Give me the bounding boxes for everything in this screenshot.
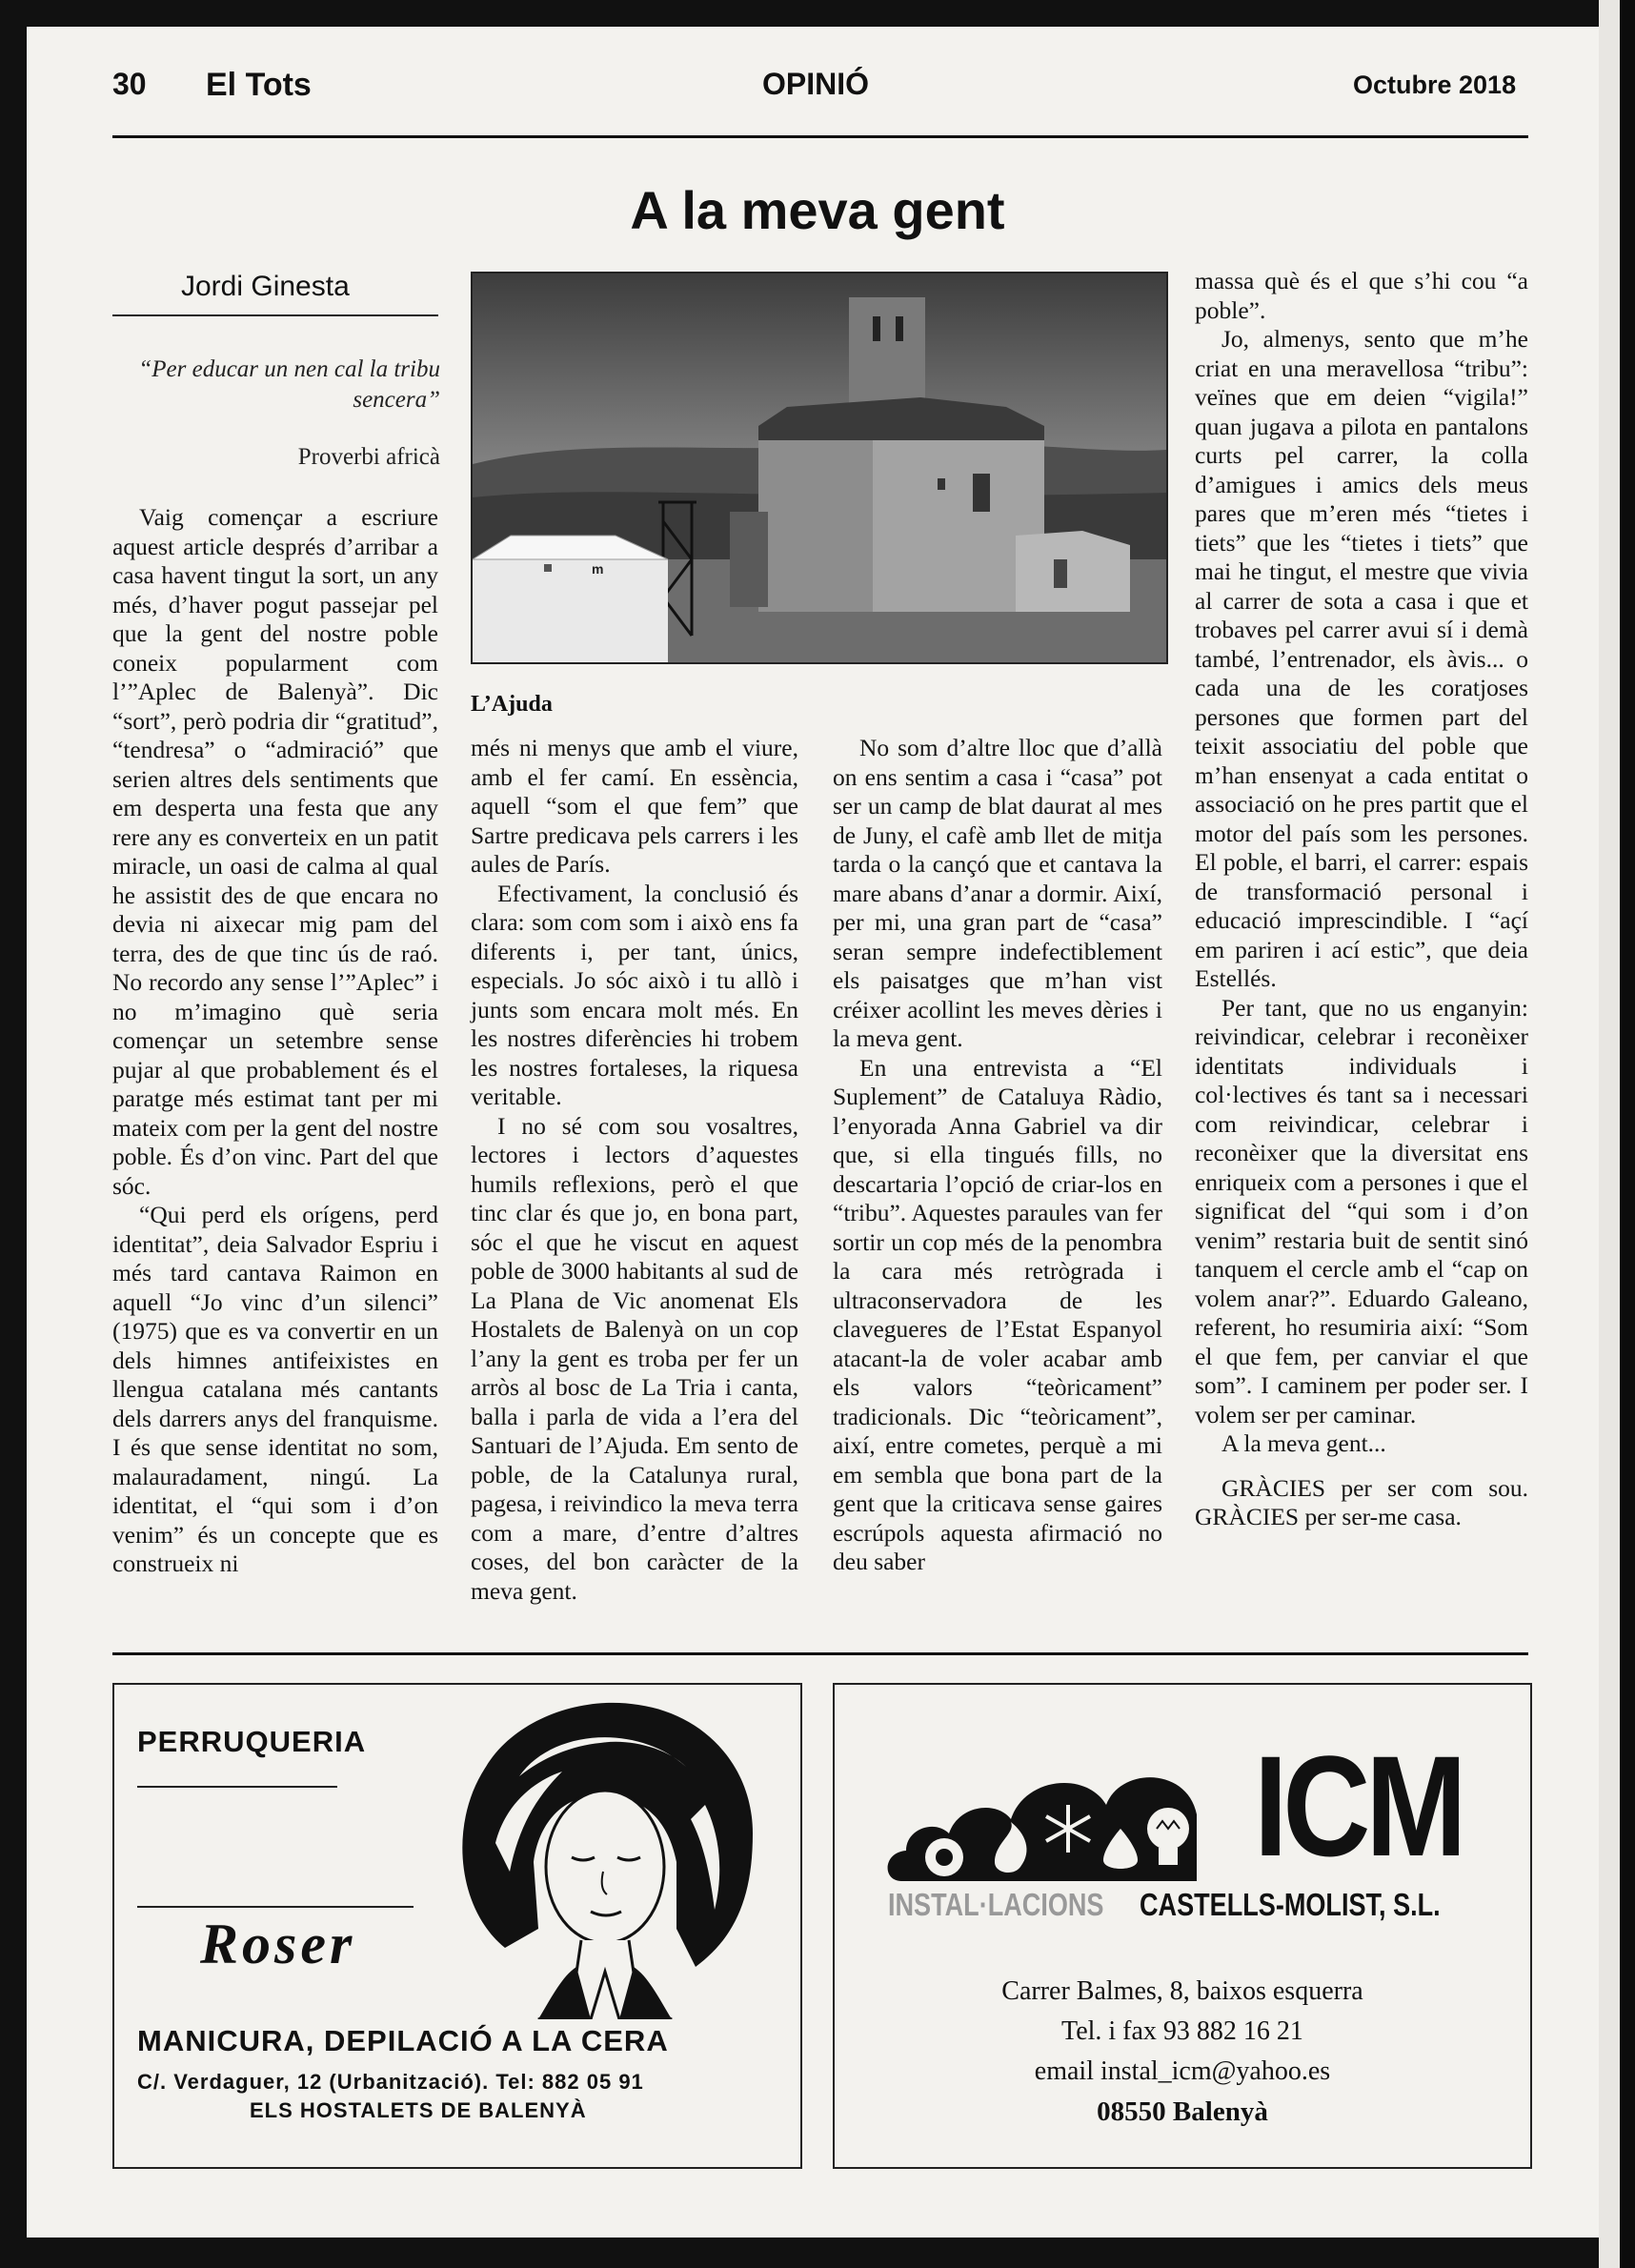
page-number: 30 xyxy=(112,67,147,101)
paragraph: massa què és el que s’hi cou “a poble”. xyxy=(1195,267,1528,324)
article-column-3 xyxy=(833,734,1162,1577)
paragraph: Jo, almenys, sento que m’he criat en una meravellosa “tribu”: veïnes que em deien “vigila!” quan jugava a pilota en pantalons curts pel carrer, la colla d’amigues i amics dels meus pares que m’eren més “tietes i tiets” que les “tietes i tiets” que mai he tingut, el mestre que vivia al carrer de sota a casa i que et trobaves pel carrer avui sí i demà també, l’entrenador, els àvis... o cada una de les coratjoses persones que formen part del teixit associatiu del poble que m’han ensenyat a cada entitat o associació on he pres partit que el motor del país som les persones. El poble, el barri, el carrer: espais de transformació personal i educació imprescindible. I “açí em pariren i ací estic”, que deia Estellés. xyxy=(1195,325,1528,992)
article-column-4 xyxy=(1195,267,1528,1532)
paragraph: I no sé com sou vosaltres, lectores i lectors d’aquestes humils reflexions, però el que tinc clar és que jo, en bona part, sóc el que he viscut en aquest poble de 3000 habitants al sud de La Plana de Vic anomenat Els Hostalets de Balenyà on un cop l’any la gent es troba per fer un arròs al bosc de La Tria i canta, balla i parla de vida a l’era del Santuari de l’Ajuda. Em sento de poble, de la Catalunya rural, pagesa, i reivindico la meva terra com a mare, d’entre d’altres coses, del bon caràcter de la meva gent. xyxy=(471,1111,798,1605)
author-rule xyxy=(112,314,438,316)
icm-email: email instal_icm@yahoo.es xyxy=(1034,2056,1331,2086)
section-name: OPINIÓ xyxy=(762,67,870,101)
ads-divider xyxy=(112,1652,1528,1655)
salon-woman-illustration xyxy=(448,1691,762,2019)
salon-name-rule xyxy=(137,1906,414,1908)
icm-cloud-logo xyxy=(882,1738,1206,1910)
salon-name: Roser xyxy=(200,1913,356,1975)
header-rule xyxy=(112,135,1528,138)
paragraph: Vaig començar a escriure aquest article després d’arribar a casa havent tingut la sort, un any més, d’haver pogut passejar pel que la gent del nostre poble coneix popularment com l’”Aplec de Balenyà”. Dic “sort”, però podria dir “gratitud”, “tendresa” o “admiració” que serien altres dels sentiments que em desperta una festa que any rere any es converteix en un patit miracle, un oasi de calma al qual he assistit des de que encara no devia ni aixecar mig pam del terra, des de que tinc ús de raó. No recordo any sense l’”Aplec” i no m’imagino què seria començar un setembre sense pujar al que probablement és el paratge més estimat tant per mi mateix com per la gent del nostre poble. És d’on vinc. Part del que sóc. xyxy=(112,503,438,1200)
salon-town: ELS HOSTALETS DE BALENYÀ xyxy=(250,2098,587,2122)
article-author: Jordi Ginesta xyxy=(181,271,350,302)
icm-phone: Tel. i fax 93 882 16 21 xyxy=(1061,2016,1303,2046)
tent-sign-letter: m xyxy=(592,561,604,577)
issue-date: Octubre 2018 xyxy=(1353,71,1517,99)
page-edge-shadow xyxy=(1620,0,1635,2268)
icm-logo-text: ICM xyxy=(1254,1726,1463,1886)
paragraph: més ni menys que amb el viure, amb el fer camí. En essència, aquell “som el que fem” que Sartre predicava pels carrers i les aules de París. xyxy=(471,734,798,878)
church-photo xyxy=(471,272,1168,664)
salon-ad xyxy=(112,1683,802,2169)
salon-address: C/. Verdaguer, 12 (Urbanització). Tel: 882 05 91 xyxy=(137,2070,644,2094)
paragraph: A la meva gent... xyxy=(1221,1429,1386,1457)
salon-title: PERRUQUERIA xyxy=(137,1725,367,1758)
paragraph: En una entrevista a “El Suplement” de Cataluya Ràdio, l’enyorada Anna Gabriel va dir que, si ella tingués fills, no descartaria l’opció de criar-los en “tribu”. Aquestes paraules van fer sortir un cop més de la penombra la cara més retrògrada i ultraconservadora de les clavegueres de l’Estat Espanyol atacant-la de voler acabar amb els valors “teòricament” tradicionals. Dic “teòricament”, així, entre cometes, perquè a mi em sembla que bona part de la gent que la criticava sense gaires escrúpols aquesta afirmació no deu saber xyxy=(833,1053,1162,1575)
paragraph: No som d’altre lloc que d’allà on ens sentim a casa i “casa” pot ser un camp de blat daurat al mes de Juny, el cafè amb llet de mitja tarda o la cançó que et cantava la mare abans d’anar a dormir. Així, per mi, una gran part de “casa” seran sempre indefectiblement els paisatges que m’han vist créixer acollint les meves dèries i la meva gent. xyxy=(833,734,1162,1052)
article-subheading: L’Ajuda xyxy=(471,692,553,717)
article-column-2 xyxy=(471,734,798,1606)
salon-rule xyxy=(137,1786,337,1788)
paragraph: “Qui perd els orígens, perd identitat”, deia Salvador Espriu i més tard cantava Raimon en aquell “Jo vinc d’un silenci” (1975) que es va convertir en un dels himnes antifeixistes en llengua catalana més cantants dels darrers anys del franquisme. I és que sense identitat no som, malauradament, ningú. La identitat, el “qui som i d’on venim” és un concepte que es construeix ni xyxy=(112,1201,438,1577)
icm-address: Carrer Balmes, 8, baixos esquerra xyxy=(1001,1976,1363,2006)
article-column-1 xyxy=(112,503,438,1579)
icm-postal: 08550 Balenyà xyxy=(1097,2096,1268,2127)
epigraph: “Per educar un nen cal la tribu sencera” xyxy=(138,356,440,413)
article-title: A la meva gent xyxy=(630,180,1005,240)
salon-services: MANICURA, DEPILACIÓ A LA CERA xyxy=(137,2024,669,2057)
paragraph: Per tant, que no us enganyin: reivindicar, celebrar i reconèixer identitats individuals i col·lectives és tant sa i necessari com reivindicar, celebrar i reconèixer que la diversitat ens enriqueix com a persones i que el significat del “qui som i d’on venim” restaria buit de sentit sinó tanquem el cercle amb el “cap on volem anar?”. Eduardo Galeano, referent, ho resumiria així: “Som el que fem, per canviar el que som”. I caminem per poder ser. I volem ser per caminar. xyxy=(1195,993,1528,1428)
icm-ad xyxy=(833,1683,1532,2169)
epigraph-source: Proverbi africà xyxy=(297,444,440,470)
icm-company-left: INSTAL·LACIONS xyxy=(888,1887,1104,1922)
paragraph: GRÀCIES per ser com sou. GRÀCIES per ser-me casa. xyxy=(1195,1473,1528,1530)
icm-company-right: CASTELLS-MOLIST, S.L. xyxy=(1140,1887,1441,1922)
church-photo-drawing xyxy=(473,273,1166,662)
paragraph: Efectivament, la conclusió és clara: som com som i això ens fa diferents i, per tant, únics, especials. Jo sóc això i tu allò i junts som encara molt més. En les nostres diferències hi trobem les nostres fortaleses, la riquesa veritable. xyxy=(471,879,798,1110)
publication-name: El Tots xyxy=(206,67,312,103)
